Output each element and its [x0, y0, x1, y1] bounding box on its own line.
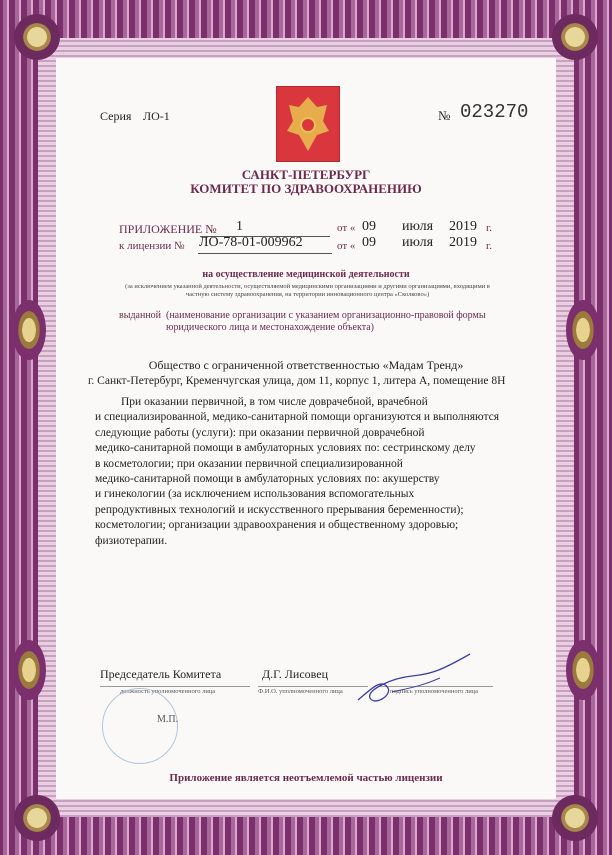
issued-label: выданной: [119, 310, 162, 321]
city-title: САНКТ-ПЕТЕРБУРГ: [241, 167, 371, 182]
services-text-line: косметологии; организации здравоохранения и общественному здоровью;: [95, 519, 459, 532]
license-year-suffix: г.: [486, 240, 493, 252]
license-day: 09: [362, 235, 376, 250]
corner-ornament-icon: [14, 795, 60, 841]
services-text-line: следующие работы (услуги): при оказании первичной доврачебной: [95, 426, 425, 439]
services-text: [95, 395, 550, 549]
license-date-prefix: от «: [337, 240, 356, 252]
appendix-label: ПРИЛОЖЕНИЕ №: [119, 222, 217, 236]
corner-ornament-icon: [552, 14, 598, 60]
coat-of-arms-icon: [276, 86, 340, 162]
services-text-line: и гинекологии (за исключением использования вспомогательных: [95, 488, 415, 501]
license-label: к лицензии №: [119, 240, 185, 252]
footer-note: Приложение является неотъемлемой частью лицензии: [169, 772, 443, 784]
services-text-line: в косметологии; при оказании первичной специализированной: [95, 457, 403, 470]
license-year: 2019: [449, 235, 477, 250]
license-month: июля: [402, 235, 434, 250]
handwritten-signature: [352, 648, 479, 710]
services-text-line: и специализированной, медико-санитарной помощи организуются и выполняются: [95, 411, 500, 424]
license-value: ЛО-78-01-009962: [199, 235, 303, 250]
signature-name: Д.Г. Лисовец: [262, 667, 328, 681]
side-ornament-icon: [566, 640, 600, 700]
side-ornament-icon: [566, 300, 600, 360]
company-name: Общество с ограниченной ответственностью «Мадам Тренд»: [148, 358, 464, 372]
appendix-day: 09: [362, 219, 376, 234]
seal-label: М.П.: [157, 714, 179, 725]
activity-title: на осуществление медицинской деятельности: [202, 269, 410, 280]
corner-ornament-icon: [14, 14, 60, 60]
side-ornament-icon: [12, 640, 46, 700]
services-text-line: медико-санитарной помощи в амбулаторных условиях по: сестринскому делу: [95, 442, 476, 455]
company-address: г. Санкт-Петербург, Кременчугская улица, дом 11, корпус 1, литера А, помещение 8Н: [88, 375, 506, 387]
number-label: №: [438, 108, 451, 123]
sign-caption: подпись уполномоченного лица: [390, 688, 479, 695]
series-value: ЛО-1: [143, 109, 170, 123]
appendix-month: июля: [402, 219, 434, 234]
signature-position: Председатель Комитета: [100, 667, 222, 681]
seal-stamp-icon: [102, 688, 178, 764]
services-text-line: репродуктивных технологий и искусственного прерывания беременности);: [95, 503, 464, 516]
license-number: 023270: [460, 101, 529, 123]
services-text-line: физиотерапии.: [95, 534, 168, 547]
services-text-line: медико-санитарной помощи в амбулаторных условиях по: акушерству: [95, 473, 440, 486]
side-ornament-icon: [12, 300, 46, 360]
appendix-year: 2019: [449, 219, 477, 234]
appendix-year-suffix: г.: [486, 222, 493, 234]
activity-note: (за исключением указанной деятельности, осуществляемой медицинскими организациями и другими организациями, входящими в частную систему здравоохранения, на территории инновационного центра «Сколково»): [125, 283, 490, 298]
committee-title: КОМИТЕТ ПО ЗДРАВООХРАНЕНИЮ: [190, 181, 422, 196]
position-caption: должность уполномоченного лица: [120, 688, 216, 695]
series-label: Серия: [100, 109, 132, 123]
issued-note: (наименование организации с указанием организационно-правовой формы юридического лица и местонахождение объекта): [166, 310, 486, 333]
name-caption: Ф.И.О. уполномоченного лица: [258, 688, 343, 695]
appendix-date-prefix: от «: [337, 222, 356, 234]
services-text-line: При оказании первичной, в том числе доврачебной, врачебной: [121, 396, 428, 408]
appendix-number: 1: [236, 219, 243, 234]
corner-ornament-icon: [552, 795, 598, 841]
